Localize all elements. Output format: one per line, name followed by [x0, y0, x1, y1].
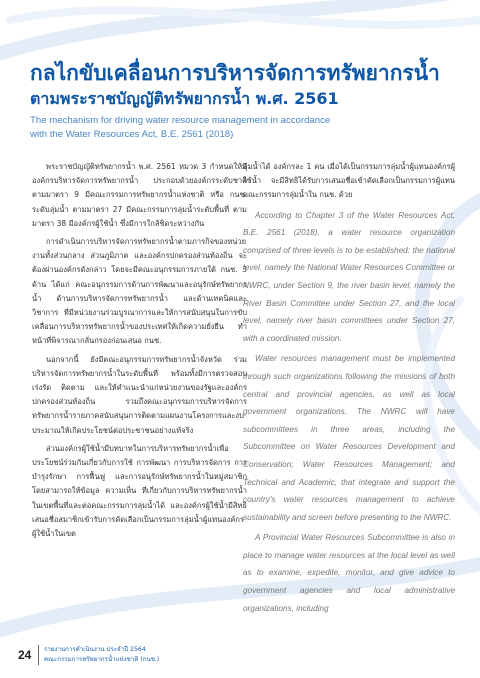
page-number: 24: [18, 648, 32, 662]
footer-publication-info: [44, 645, 159, 665]
thai-paragraph: ส่วนองค์กรผู้ใช้น้ำมีบทบาทในการบริหารทรัพยากรน้ำเพื่อประโยชน์ร่วมกันเกี่ยวกับการใช้ การพัฒนา การบริหารจัดการ การบำรุงรักษา การฟื้นฟู และการอนุรักษ์ทรัพยากรน้ำในหมู่สมาชิก โดยสามารถให้ข้อมูล ความเห็น ที่เกี่ยวกับการบริหารทรัพยากรน้ำในเขตพื้นที่และต่อคณะกรรมการลุ่มน้ำได้ และองค์กรผู้ใช้น้ำมีสิทธิเสนอชื่อสมาชิกเข้ารับการคัดเลือกเป็นกรรมการลุ่มน้ำผู้แทนองค์กรผู้ใช้น้ำในเขต: [32, 443, 247, 539]
thai-paragraph: นอกจากนี้ ยังมีคณะอนุกรรมการทรัพยากรน้ำจังหวัด ร่วมบริหารจัดการทรัพยากรน้ำในระดับพื้นที่ พร้อมทั้งมีการตรวจสอบ เร่งรัด ติดตาม และให้คำแนะนำแก่หน่วยงานของรัฐและองค์กรปกครองส่วนท้องถิ่น รวมถึงคณะอนุกรรมการบริหารจัดการทรัพยากรน้ำรายภาคสนับสนุนการติดตามแผนงานโครงการและงบประมาณให้เกิดประโยชน์ต่อประชาชนอย่างแท้จริง: [32, 354, 247, 435]
english-paragraph: According to Chapter 3 of the Water Resources Act, B.E. 2561 (2018), a water resource organization comprised of three levels is to be established: the national level, namely the National Water Resources Committee or NWRC, under Section 9, the river basin level, namely the River Basin Committee under Section 27, and the local level, namely river basin committees under Section 27, with a coordinated mission.: [243, 210, 455, 343]
page-title-english: [30, 114, 470, 142]
right-column: [243, 160, 455, 660]
left-column-thai-text: [32, 160, 247, 660]
footer-divider: [38, 645, 39, 665]
english-paragraph: Water resources management must be implemented through such organizations following the missions of both central and provincial agencies, as well as local government organizations. The NWRC will have subcommittees in three areas, including the Subcommittee on Water Resources Development and Conservation; Water Resources Management; and Technical and Academic, that integrate and support the country's water resources management to achieve sustainability and screen before presenting to the NWRC.: [243, 354, 455, 522]
page-title-thai: กลไกขับเคลื่อนการบริหารจัดการทรัพยากรน้ำ: [30, 61, 440, 85]
footer-report-title: รายงานการดำเนินงาน ประจำปี 2564: [44, 646, 146, 653]
english-paragraph: A Provincial Water Resources Subcommittee is also in place to manage water resources at the local level as well as to examine, expedite, monitor, and give advice to government agencies and local administrative organizations, including: [243, 533, 455, 613]
page-subtitle-thai: ตามพระราชบัญญัติทรัพยากรน้ำ พ.ศ. 2561: [30, 89, 339, 108]
english-title-line-1: The mechanism for driving water resource management in accordance: [30, 115, 331, 126]
thai-continuation-paragraph: ลุ่มน้ำได้ องค์กรละ 1 คน เมื่อได้เป็นกรรมการลุ่มน้ำผู้แทนองค์กรผู้ใช้น้ำ จะมีสิทธิได้รับการเสนอชื่อเข้าคัดเลือกเป็นกรรมการผู้แทนคณะกรรมการลุ่มน้ำใน กนช. ด้วย: [243, 162, 455, 200]
footer-organization: คณะกรรมการทรัพยากรน้ำแห่งชาติ (กนช.): [44, 656, 160, 663]
english-title-line-2: with the Water Resources Act, B.E. 2561 (2018): [30, 129, 234, 140]
thai-paragraph: พระราชบัญญัติทรัพยากรน้ำ พ.ศ. 2561 หมวด 3 กำหนดให้มีองค์กรบริหารจัดการทรัพยากรน้ำ ประกอบด้วยองค์กรระดับชาติ ตามมาตรา 9 มีคณะกรรมการทรัพยากรน้ำแห่งชาติ หรือ กนช. ระดับลุ่มน้ำ ตามมาตรา 27 มีคณะกรรมการลุ่มน้ำระดับพื้นที่ ตามมาตรา 38 มีองค์กรผู้ใช้น้ำ ซึ่งมีการใกล้ชิดระหว่างกัน: [32, 162, 247, 228]
thai-paragraph: การดำเนินการบริหารจัดการทรัพยากรน้ำตามภารกิจของหน่วยงานทั้งส่วนกลาง ส่วนภูมิภาค และองค์กรปกครองส่วนท้องถิ่น จะต้องผ่านองค์กรดังกล่าว โดยจะมีคณะอนุกรรมการภายใต้ กนช. 3 ด้าน ได้แก่ คณะอนุกรรมการด้านการพัฒนาและอนุรักษ์ทรัพยากรน้ำ ด้านการบริหารจัดการทรัพยากรน้ำ และด้านเทคนิคและวิชาการ ที่มีหน่วยงานร่วมบูรณาการและให้การสนับสนุนในการขับเคลื่อนการบริหารทรัพยากรน้ำของประเทศให้เกิดความยั่งยืน ทำหน้าที่พิจารณากลั่นกรองก่อนเสนอ กนช.: [32, 237, 247, 346]
